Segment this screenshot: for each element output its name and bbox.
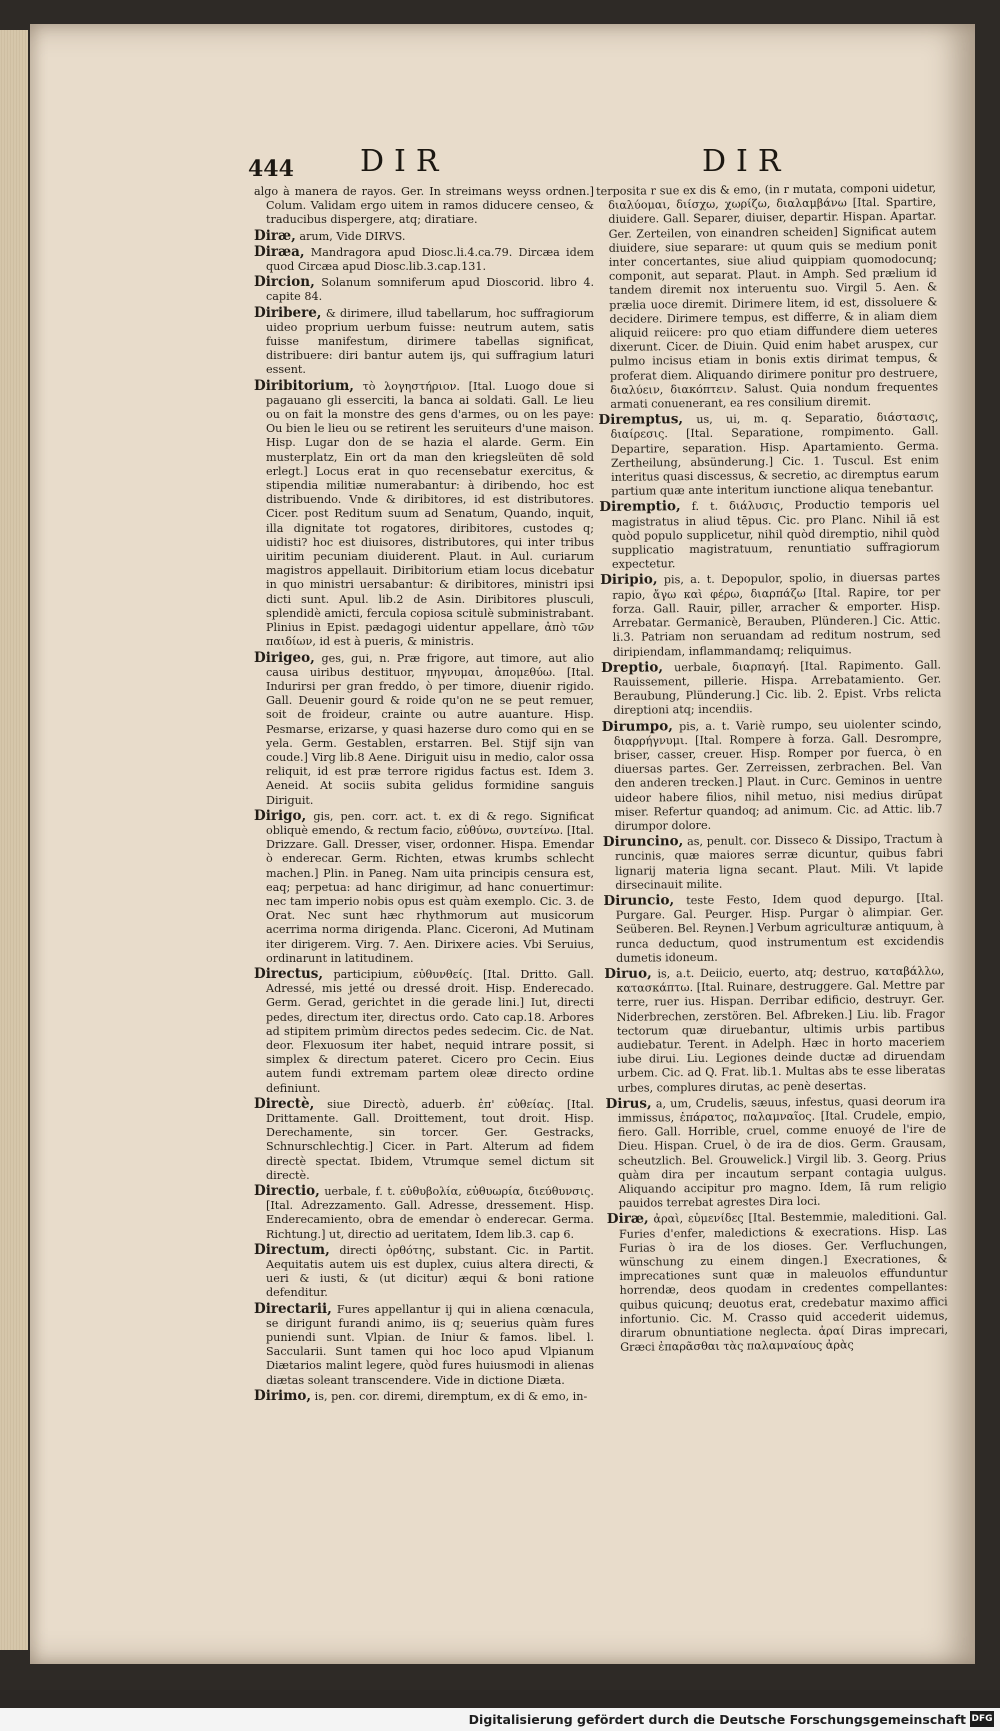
entry-text: us, ui, m. q. Separatio, διάστασις, διαίρεσις. [Ital. Separatione, rompimento. Gall. Departire, separation. Hisp. Apartamiento. Germa. Zertheilung, absünderung.] Cic. 1. Tuscul. Est enim interitus quasi discessus, & secretio, ac diremptus earum partium quæ ante interitum iunctione aliqua tenebantur. <box>610 410 940 499</box>
entry-headword: Diruo, <box>604 965 652 982</box>
dictionary-entry <box>254 1243 594 1301</box>
running-head-right: DIR <box>702 144 791 179</box>
entry-text: uerbale, f. t. εὐθυβολία, εὐθυωρία, διεύθυνσις. [Ital. Adrezzamento. Gall. Adresse, dressement. Hisp. Enderecamiento, obra de emendar ò enderecar. Germa. Richtung.] ut, directio ad ueritatem, Idem lib.3. cap 6. <box>266 1185 594 1241</box>
dictionary-entry <box>598 410 939 500</box>
entry-headword: Dirimo, <box>254 1387 312 1404</box>
entry-text: siue Directò, aduerb. ἐπ' εὐθείας. [Ital. Drittamente. Gall. Droittement, tout droit. Hisp. Derechamente, sin torcer. Ger. Gestracks, Schnurschlechtig.] Cicer. in Part. Alterum ad fidem directè spectat. Ibidem, Vtrumque semel dictum sit directè. <box>266 1097 594 1182</box>
dictionary-entry <box>254 275 594 304</box>
scan-bottom-edge <box>0 1690 1000 1708</box>
entry-text: pis, a. t. Depopulor, spolio, in diuersas partes rapio, ἄγω καὶ φέρω, διαρπάζω [Ital. Rapire, tor per forza. Gall. Rauir, piller, arracher & emporter. Hisp. Arrebatar. Germanicè, Berauben, Plünderen.] Cic. Attic. li.3. Patriam non seruandam ad reditum nostrum, sed diripiendam, inflammandamq; reliquimus. <box>612 570 941 659</box>
entry-headword: Diribere, <box>254 304 322 321</box>
dictionary-entry <box>603 832 944 893</box>
dictionary-entry <box>606 1093 947 1211</box>
dictionary-entry <box>602 716 943 834</box>
entry-headword: Directio, <box>254 1183 320 1200</box>
page-edges <box>0 30 28 1650</box>
dictionary-entry <box>254 1097 594 1183</box>
dictionary-entry <box>254 1184 594 1242</box>
footer-bar <box>0 1708 1000 1731</box>
entry-text: uerbale, διαρπαγή. [Ital. Rapimento. Gall. Rauissement, pillerie. Hispa. Arrebatamiento. Ger. Beraubung, Plünderung.] Cic. lib. 2. Epist. Vrbs relicta direptioni atq; incendiis. <box>613 658 942 718</box>
entry-headword: Diruncino, <box>602 833 684 851</box>
entry-text: Mandragora apud Diosc.li.4.ca.79. Dircæa idem quod Circæa apud Diosc.lib.3.cap.131. <box>266 245 594 274</box>
entry-text: directi ὀρθότης, substant. Cic. in Partit. Aequitatis autem uis est duplex, cuius altera directi, & ueri & iusti, & (ut dicitur) æqui & boni ratione defenditur. <box>266 1243 594 1300</box>
dictionary-entry <box>599 497 940 573</box>
entry-headword: Diribitorium, <box>254 377 354 394</box>
entry-headword: Dirumpo, <box>601 717 673 735</box>
dictionary-entry <box>254 306 594 378</box>
entry-text: is, pen. cor. diremi, diremptum, ex di & emo, in- <box>314 1389 588 1403</box>
entry-headword: Dirigeo, <box>254 649 315 666</box>
entry-text: & dirimere, illud tabellarum, hoc suffragiorum uideo proprium uerbum fuisse: neutrum autem, satis fuisse manifestum, dirimere tabellas significat, distribuere: diri bantur autem ijs, qui suffragium laturi essent. <box>266 306 594 377</box>
dictionary-entry <box>600 570 941 660</box>
entry-headword: Diræ, <box>254 227 296 244</box>
entry-text: arum, Vide DIRVS. <box>299 229 406 243</box>
dictionary-page <box>30 24 975 1664</box>
entry-text: teste Festo, Idem quod depurgo. [Ital. Purgare. Gal. Peurger. Hisp. Purgar ò alimpiar. Ger. Seüberen. Bel. Reynen.] Verbum agriculturæ antiquum, à runca deductum, quod instrumentum est excidendis dumetis idoneum. <box>615 891 945 965</box>
entry-headword: Directè, <box>254 1095 315 1112</box>
entry-headword: Directus, <box>254 965 324 982</box>
entry-text: f. t. διάλυσις, Productio temporis uel magistratus in aliud tēpus. Cic. pro Planc. Nihil iā est quòd populo supplicetur, nihil quòd diremptio, nihil quòd supplicatio magistratuum, renuntiatio suffragiorum expectetur. <box>611 497 940 572</box>
digitization-credit: Digitalisierung gefördert durch die Deutsche Forschungsgemeinschaft <box>468 1712 966 1727</box>
dictionary-entry <box>254 184 594 228</box>
page-header <box>30 144 975 184</box>
entry-headword: Diripio, <box>600 571 658 589</box>
running-head-left: DIR <box>360 144 449 179</box>
entry-text: is, a.t. Deiicio, euerto, atq; destruo, καταβάλλω, κατασκάπτω. [Ital. Ruinare, destruggere. Gal. Mettre par terre, ruer ius. Hispan. Derribar edificio, destruyr. Ger. Niderbrechen, zerstören. Bel. Afbreken.] Liu. lib. Fragor tectorum quæ diruebantur, ultimis urbis partibus audiebatur. Terent. in Adelph. Hæc in horto maceriem iube dirui. Liu. Legiones deinde ductæ ad diruendam urbem. Cic. ad Q. Frat. lib.1. Multas abs te esse liberatas urbes, complures dirutas, ac penè desertas. <box>616 964 946 1095</box>
dictionary-entry <box>596 180 938 412</box>
dictionary-entry <box>254 809 594 966</box>
entry-headword: Dircion, <box>254 274 315 291</box>
dictionary-entry <box>603 890 944 966</box>
dictionary-entry <box>254 379 594 650</box>
entry-text: Solanum somniferum apud Dioscorid. libro 4. capite 84. <box>266 276 594 304</box>
entry-headword: Directum, <box>254 1241 330 1258</box>
page-number: 444 <box>248 156 294 182</box>
entry-headword: Dirigo, <box>254 807 307 824</box>
dictionary-entry <box>254 1302 594 1388</box>
entry-headword: Diræa, <box>254 243 305 260</box>
dictionary-entry <box>254 651 594 808</box>
dfg-logo-icon: DFG <box>970 1711 994 1727</box>
entry-text: Fures appellantur ij qui in aliena cœnacula, se dirigunt furandi animo, iis q; seuerius quàm fures puniendi sunt. Vlpian. de Iniur & famos. libel. l. Saccularii. Sunt tamen qui hoc loco apud Vlpianum Diætarios malint legere, quòd fures huiusmodi in alienas diætas soleant transcendere. Vide in dictione Diæta. <box>266 1302 594 1387</box>
entry-text: ἀραὶ, εὐμενίδες [Ital. Bestemmie, maleditioni. Gal. Furies d'enfer, maledictions & execrations. Hisp. Las Furias ò ira de los dioses. Ger. Verfluchungen, wünschung zu einem dingen.] Execrationes, & imprecationes sunt quæ in maleuolos effunduntur horrendæ, deos quodam in credentes compellantes: quibus quicunq; deuotus erat, credebatur maximo affici infortunio. Cic. M. Crasso quid accederit uidemus, dirarum obnuntiatione neglecta. ἀραί Diras imprecari, Græci ἐπαρᾶσθαι τὰς παλαμναίους ἀρὰς <box>618 1209 949 1355</box>
left-column <box>254 184 594 1405</box>
entry-text: gis, pen. corr. act. t. ex di & rego. Significat obliquè emendo, & rectum facio, εὐθύνω, συντείνω. [Ital. Drizzare. Gall. Dresser, viser, ordonner. Hispa. Emendar ò enderecar. Germ. Richten, etwas krumbs schlecht machen.] Plin. in Paneg. Nam uita principis censura est, eaq; perpetua: ad hanc dirigimur, ad hanc conuertimur: nec tam imperio nobis opus est quàm exemplo. Cic. 3. de Orat. Nec sunt hæc rhythmorum aut musicorum acerrima norma dirigenda. Planc. Ciceroni, Ad Mutinam iter dirigerem. Virg. 7. Aen. Dirixere acies. Vbi Seruius, ordinarunt in latitudinem. <box>266 809 594 965</box>
entry-text: as, penult. cor. Disseco & Dissipo, Tractum à runcinis, quæ maiores serræ dicuntur, quibus fabri lignarij materia ligna secant. Plaut. Mili. Vt lapide dirsecinauit milite. <box>614 832 944 892</box>
entry-headword: Directarii, <box>254 1300 332 1317</box>
entry-text: algo à manera de rayos. Ger. In streimans weyss ordnen.] Colum. Validam ergo uitem in ramos diducere censeo, & traducibus dispergere, atq; diratiare. <box>254 185 594 227</box>
entry-headword: Diruncio, <box>603 892 675 909</box>
entry-headword: Diræ, <box>606 1210 649 1228</box>
entry-text: pis, a. t. Variè rumpo, seu uiolenter scindo, διαρρήγνυμι. [Ital. Rompere à forza. Gall. Desrompre, briser, casser, creuer. Hisp. Romper por fuerca, ò en diuersas partes. Ger. Zerreissen, zerbrachen. Bel. Van den anderen trecken.] Plaut. in Curc. Geminos in uentre uideor habere filios, nihil metuo, nisi medius dirūpat miser. Refertur quandoq; ad animum. Cic. ad Attic. lib.7 dirumpor dolore. <box>613 716 943 833</box>
dictionary-entry <box>607 1209 948 1356</box>
entry-headword: Diremptio, <box>599 498 681 516</box>
entry-text: τὸ λογηστήριον. [Ital. Luogo doue si pagauano gli esserciti, la banca ai soldati. Gall. Le lieu ou on fait la monstre des gens d'armes, ou on les paye: Ou bien le lieu ou se retirent les seruiteurs d'une maison. Hisp. Lugar don de se hazia el alarde. Germ. Ein musterplatz, Ein ort da man den kriegsleüten dē sold erlegt.] Locus erat in quo recensebatur exercitus, & stipendia militiæ numerabantur: à diribendo, hoc est distribuendo. Vnde & diribitores, id est distributores. Cicer. post Reditum suum ad Senatum, Quando, inquit, illa dignitate tot rogatores, diribitores, custodes q; uidisti? hoc est diuisores, distributores, qui inter tribus uiritim pecuniam diuiderent. Plaut. in Aul. curiarum magistros appellauit. Diribitorium etiam locus dicebatur in quo ministri uersabantur: & diribitores, ministri ipsi dicti sunt. Apul. lib.2 de Asin. Diribitores plusculi, splendidè amicti, fercula copiosa scitulè subministrabant. Plinius in Epist. pædagogi uidentur appellare, ἀπὸ τῶν παιδίων, id est à pueris, & ministris. <box>266 379 594 649</box>
entry-headword: Dirus, <box>605 1095 652 1112</box>
dictionary-entry <box>254 1389 594 1404</box>
dictionary-entry <box>254 229 594 244</box>
entry-text: participium, εὐθυνθείς. [Ital. Dritto. Gall. Adressé, mis jetté ou dressé droit. Hisp. Enderecado. Germ. Gerad, gerichtet in die gerade lini.] Iut, directi pedes, directum iter, directus ordo. Cato cap.18. Arbores ad stipitem primùm directos pedes sedecim. Cic. de Nat. deor. Flexuosum iter habet, nequid intrare possit, si simplex & directum pateret. Cicero pro Cecin. Eius autem fundi extremam partem oleæ directo ordine definiunt. <box>266 967 594 1095</box>
dictionary-entry <box>604 963 945 1095</box>
right-column <box>596 180 948 1356</box>
entry-headword: Dreptio, <box>600 659 664 676</box>
entry-text: terposita r sue ex dis & emo, (in r mutata, componi uidetur, διαλύομαι, διίσχω, χωρίζω, διαλαμβάνω [Ital. Spartire, diuidere. Gall. Separer, diuiser, departir. Hispan. Apartar. Ger. Zerteilen, von einandren scheiden] Significat autem diuidere, siue separare: ut quum quis se medium ponit inter concertantes, siue aliud quippiam quomodocunq; componit, aut separat. Plaut. in Amph. Sed prælium id tandem diremit nox interuentu suo. Virgil 5. Aen. & prælia uoce diremit. Dirimere litem, id est, dissoluere & decidere. Dirimere tempus, est differre, & in aliam diem aliquid reiicere: pro quo etiam diffundere diem ueteres dixerunt. Cicer. de Diuin. Quid enim habet aruspex, cur pulmo incisus etiam in bonis extis dirimat tempus, & proferat diem. Aliquando dirimere ponitur pro destruere, διαλύειν, διακόπτειν. Salust. Quia nondum frequentes armati conuenerant, ea res consilium diremit. <box>596 181 939 411</box>
dictionary-entry <box>254 967 594 1096</box>
entry-text: ges, gui, n. Præ frigore, aut timore, aut alio causa uiribus destituor, πηγνυμαι, ἀπομεθύω. [Ital. Indurirsi per gran freddo, ò per timore, diuenir rigido. Gall. Deuenir gourd & roide qu'on ne se peut remuer, soit de froideur, crainte ou autre auanture. Hisp. Pesmarse, erizarse, y quasi hazerse duro como qui en se yela. Germ. Gestablen, erstarren. Bel. Stijf sijn van coude.] Virg lib.8 Aene. Diriguit uisu in medio, calor ossa reliquit, id est præ terrore rigidus factus est. Idem 3. Aeneid. At sociis subita gelidus formidine sanguis Diriguit. <box>266 651 594 807</box>
dictionary-entry <box>254 245 594 274</box>
entry-text: a, um, Crudelis, sæuus, infestus, quasi deorum ira immissus, ἐπάρατος, παλαμναῖος. [Ital. Crudele, empio, fiero. Gall. Horrible, cruel, comme enuoyé de l'ire de Dieu. Hispan. Cruel, ò de ira de dios. Germ. Grausam, scheutzlich. Bel. Grouwelick.] Virgil lib. 3. Georg. Prius quàm dira per incautum serpant contagia uulgus. Aliquando accipitur pro magno. Idem, Iā rum religio pauidos terrebat agrestes Dira loci. <box>617 1094 947 1211</box>
entry-headword: Diremptus, <box>598 411 684 429</box>
dictionary-entry <box>601 657 942 718</box>
